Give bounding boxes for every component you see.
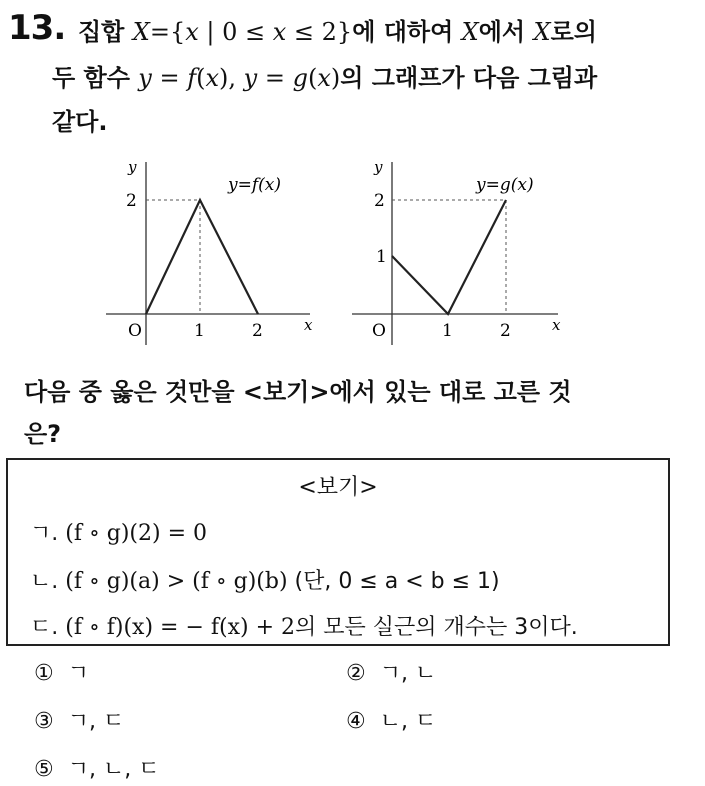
bogi-tail-3: 의 모든 실근의 개수는 3이다. <box>295 615 578 640</box>
choice-4-number: ④ <box>346 709 366 734</box>
graph-f-x-label: x <box>304 316 313 334</box>
graph-f-ytick-2: 2 <box>126 191 137 211</box>
graph-g-ytick-2: 2 <box>374 191 385 211</box>
bogi-item-2 <box>30 564 500 595</box>
graph-g-curve <box>392 200 506 314</box>
graph-g-origin: O <box>372 321 386 341</box>
bogi-mark-3: ㄷ. <box>30 615 59 640</box>
bogi-expr-1: (f ∘ g)(2) = 0 <box>65 521 207 546</box>
graph-f-xtick-2: 2 <box>252 321 263 341</box>
question-number: 13. <box>8 8 66 48</box>
question-line-2: 두 함수 y = f(x), y = g(x)의 그래프가 다음 그림과 <box>52 64 598 92</box>
prompt-line-2: 은? <box>24 420 62 448</box>
graph-g-xtick-2: 2 <box>500 321 511 341</box>
graph-g-xtick-1: 1 <box>442 321 453 341</box>
bogi-item-1 <box>30 516 207 547</box>
choice-3[interactable] <box>34 704 124 735</box>
choice-1-number: ① <box>34 661 54 686</box>
bogi-item-3 <box>30 610 578 641</box>
graph-f-y-label: y <box>128 158 137 176</box>
bogi-box <box>6 458 670 646</box>
graph-g-label: y=g(x) <box>476 175 534 195</box>
bogi-title: <보기> <box>298 475 378 500</box>
bogi-expr-3: (f ∘ f)(x) = − f(x) + 2 <box>65 615 296 640</box>
graph-f-xtick-1: 1 <box>194 321 205 341</box>
bogi-cond-2: (단, 0 ≤ a < b ≤ 1) <box>294 569 500 594</box>
graph-f <box>100 150 330 350</box>
choice-4-text: ㄴ, ㄷ <box>379 709 437 734</box>
graph-f-origin: O <box>128 321 142 341</box>
choice-5[interactable] <box>34 752 159 783</box>
choice-1-text: ㄱ <box>67 661 89 686</box>
choice-1[interactable] <box>34 656 89 687</box>
graph-f-curve <box>146 200 258 314</box>
bogi-mark-1: ㄱ. <box>30 521 59 546</box>
bogi-expr-2: (f ∘ g)(a) > (f ∘ g)(b) <box>65 569 288 594</box>
choice-2[interactable] <box>346 656 436 687</box>
choice-4[interactable] <box>346 704 436 735</box>
choice-3-text: ㄱ, ㄷ <box>67 709 125 734</box>
choice-5-number: ⑤ <box>34 757 54 782</box>
graph-g-y-label: y <box>374 158 383 176</box>
prompt-line-1: 다음 중 옳은 것만을 <보기>에서 있는 대로 고른 것 <box>24 378 572 406</box>
question-line-1: 집합 X={x | 0 ≤ x ≤ 2}에 대하여 X에서 X로의 <box>78 18 597 46</box>
graph-f-label: y=f(x) <box>228 175 281 195</box>
choice-5-text: ㄱ, ㄴ, ㄷ <box>67 757 160 782</box>
graph-g <box>346 150 576 350</box>
choice-3-number: ③ <box>34 709 54 734</box>
choice-2-text: ㄱ, ㄴ <box>379 661 437 686</box>
bogi-mark-2: ㄴ. <box>30 569 59 594</box>
graph-g-ytick-1: 1 <box>376 247 387 267</box>
graph-g-x-label: x <box>552 316 561 334</box>
choice-2-number: ② <box>346 661 366 686</box>
question-line-3: 같다. <box>52 108 108 136</box>
